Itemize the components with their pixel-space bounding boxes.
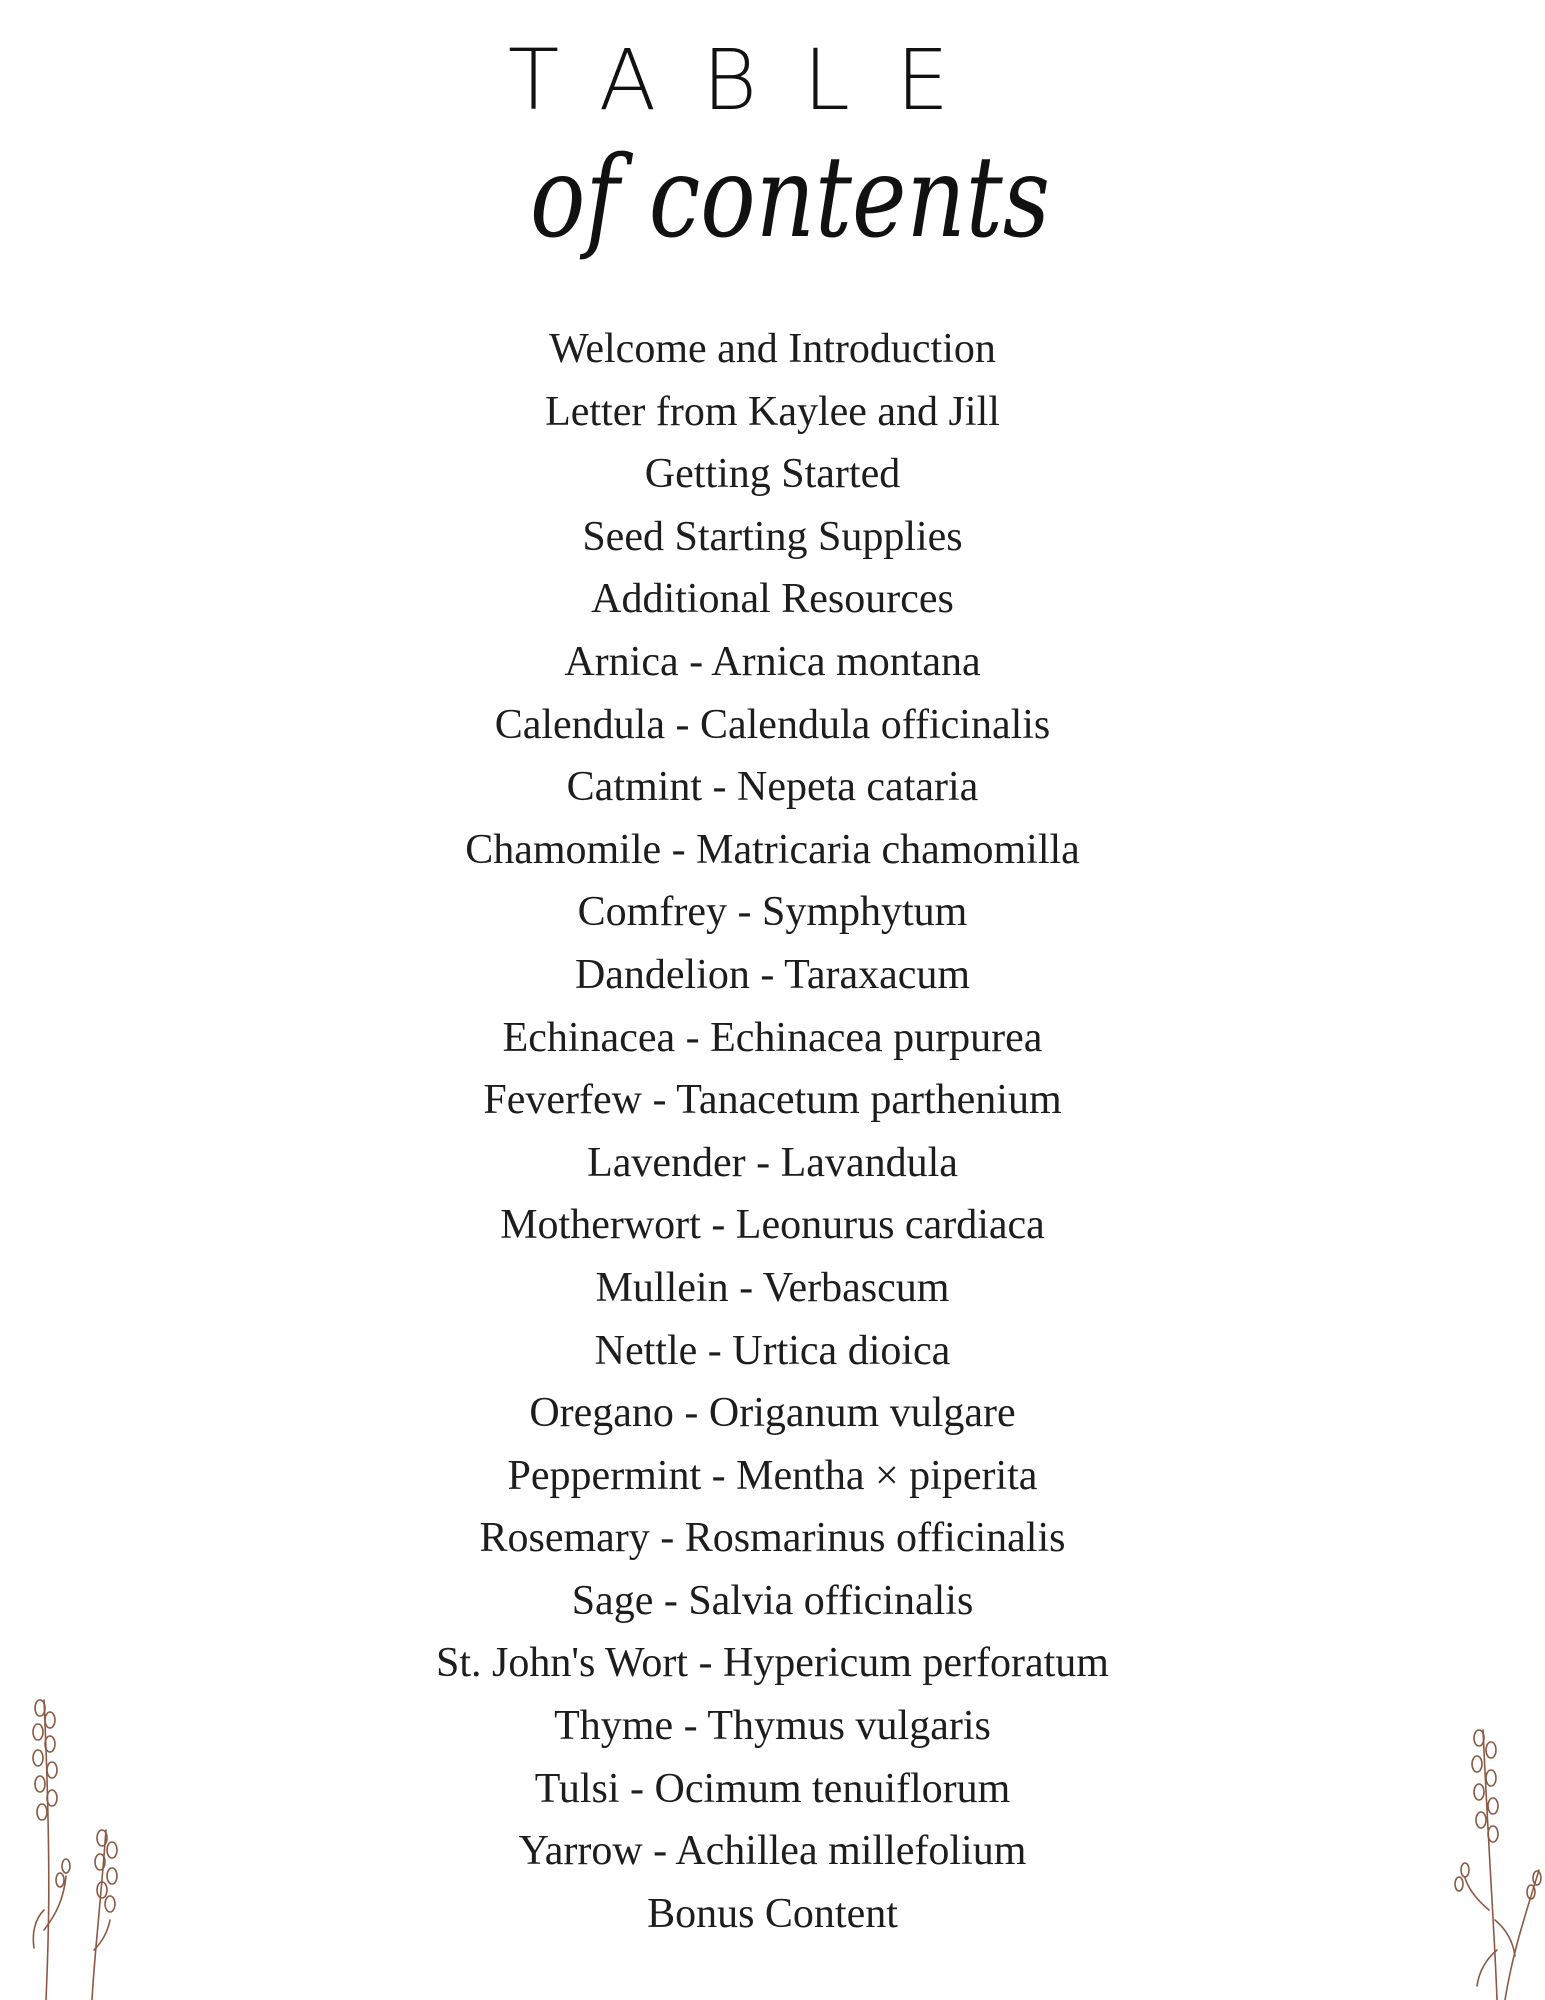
lavender-sprig-icon — [14, 1680, 134, 2000]
toc-item[interactable]: Arnica - Arnica montana — [564, 638, 981, 685]
toc-item[interactable]: Additional Resources — [591, 576, 954, 623]
lavender-sprig-icon — [1435, 1710, 1545, 2000]
toc-item[interactable]: Seed Starting Supplies — [582, 513, 963, 560]
toc-item[interactable]: Lavender - Lavandula — [587, 1139, 958, 1186]
toc-item[interactable]: Rosemary - Rosmarinus officinalis — [479, 1515, 1066, 1562]
toc-list — [0, 318, 1545, 1945]
toc-item[interactable]: Comfrey - Symphytum — [577, 889, 968, 936]
toc-item[interactable]: Echinacea - Echinacea purpurea — [502, 1014, 1043, 1061]
toc-item[interactable]: Calendula - Calendula officinalis — [494, 701, 1051, 748]
toc-item[interactable]: Thyme - Thymus vulgaris — [554, 1703, 991, 1750]
toc-item[interactable]: Bonus Content — [647, 1890, 898, 1937]
toc-item[interactable]: Tulsi - Ocimum tenuiflorum — [534, 1765, 1011, 1812]
toc-item[interactable]: Mullein - Verbascum — [595, 1264, 950, 1311]
toc-item[interactable]: Welcome and Introduction — [549, 326, 996, 372]
toc-item[interactable]: St. John's Wort - Hypericum perforatum — [436, 1640, 1109, 1687]
toc-item[interactable]: Oregano - Origanum vulgare — [529, 1390, 1016, 1437]
page-subtitle-text: of contents — [530, 133, 1050, 263]
page-title: TABLE — [507, 31, 996, 129]
page-subtitle-script — [520, 118, 1080, 298]
toc-item[interactable]: Nettle - Urtica dioica — [594, 1327, 951, 1374]
toc-item[interactable]: Yarrow - Achillea millefolium — [518, 1828, 1027, 1875]
toc-item[interactable]: Motherwort - Leonurus cardiaca — [500, 1202, 1045, 1249]
toc-item[interactable]: Sage - Salvia officinalis — [571, 1577, 974, 1624]
toc-item[interactable]: Peppermint - Mentha × piperita — [507, 1452, 1038, 1499]
toc-item[interactable]: Catmint - Nepeta cataria — [566, 764, 979, 811]
toc-item[interactable]: Dandelion - Taraxacum — [574, 951, 971, 998]
toc-item[interactable]: Feverfew - Tanacetum parthenium — [483, 1077, 1062, 1124]
toc-item[interactable]: Getting Started — [644, 451, 901, 498]
toc-item[interactable]: Letter from Kaylee and Jill — [545, 388, 1000, 435]
toc-item[interactable]: Chamomile - Matricaria chamomilla — [465, 826, 1080, 873]
